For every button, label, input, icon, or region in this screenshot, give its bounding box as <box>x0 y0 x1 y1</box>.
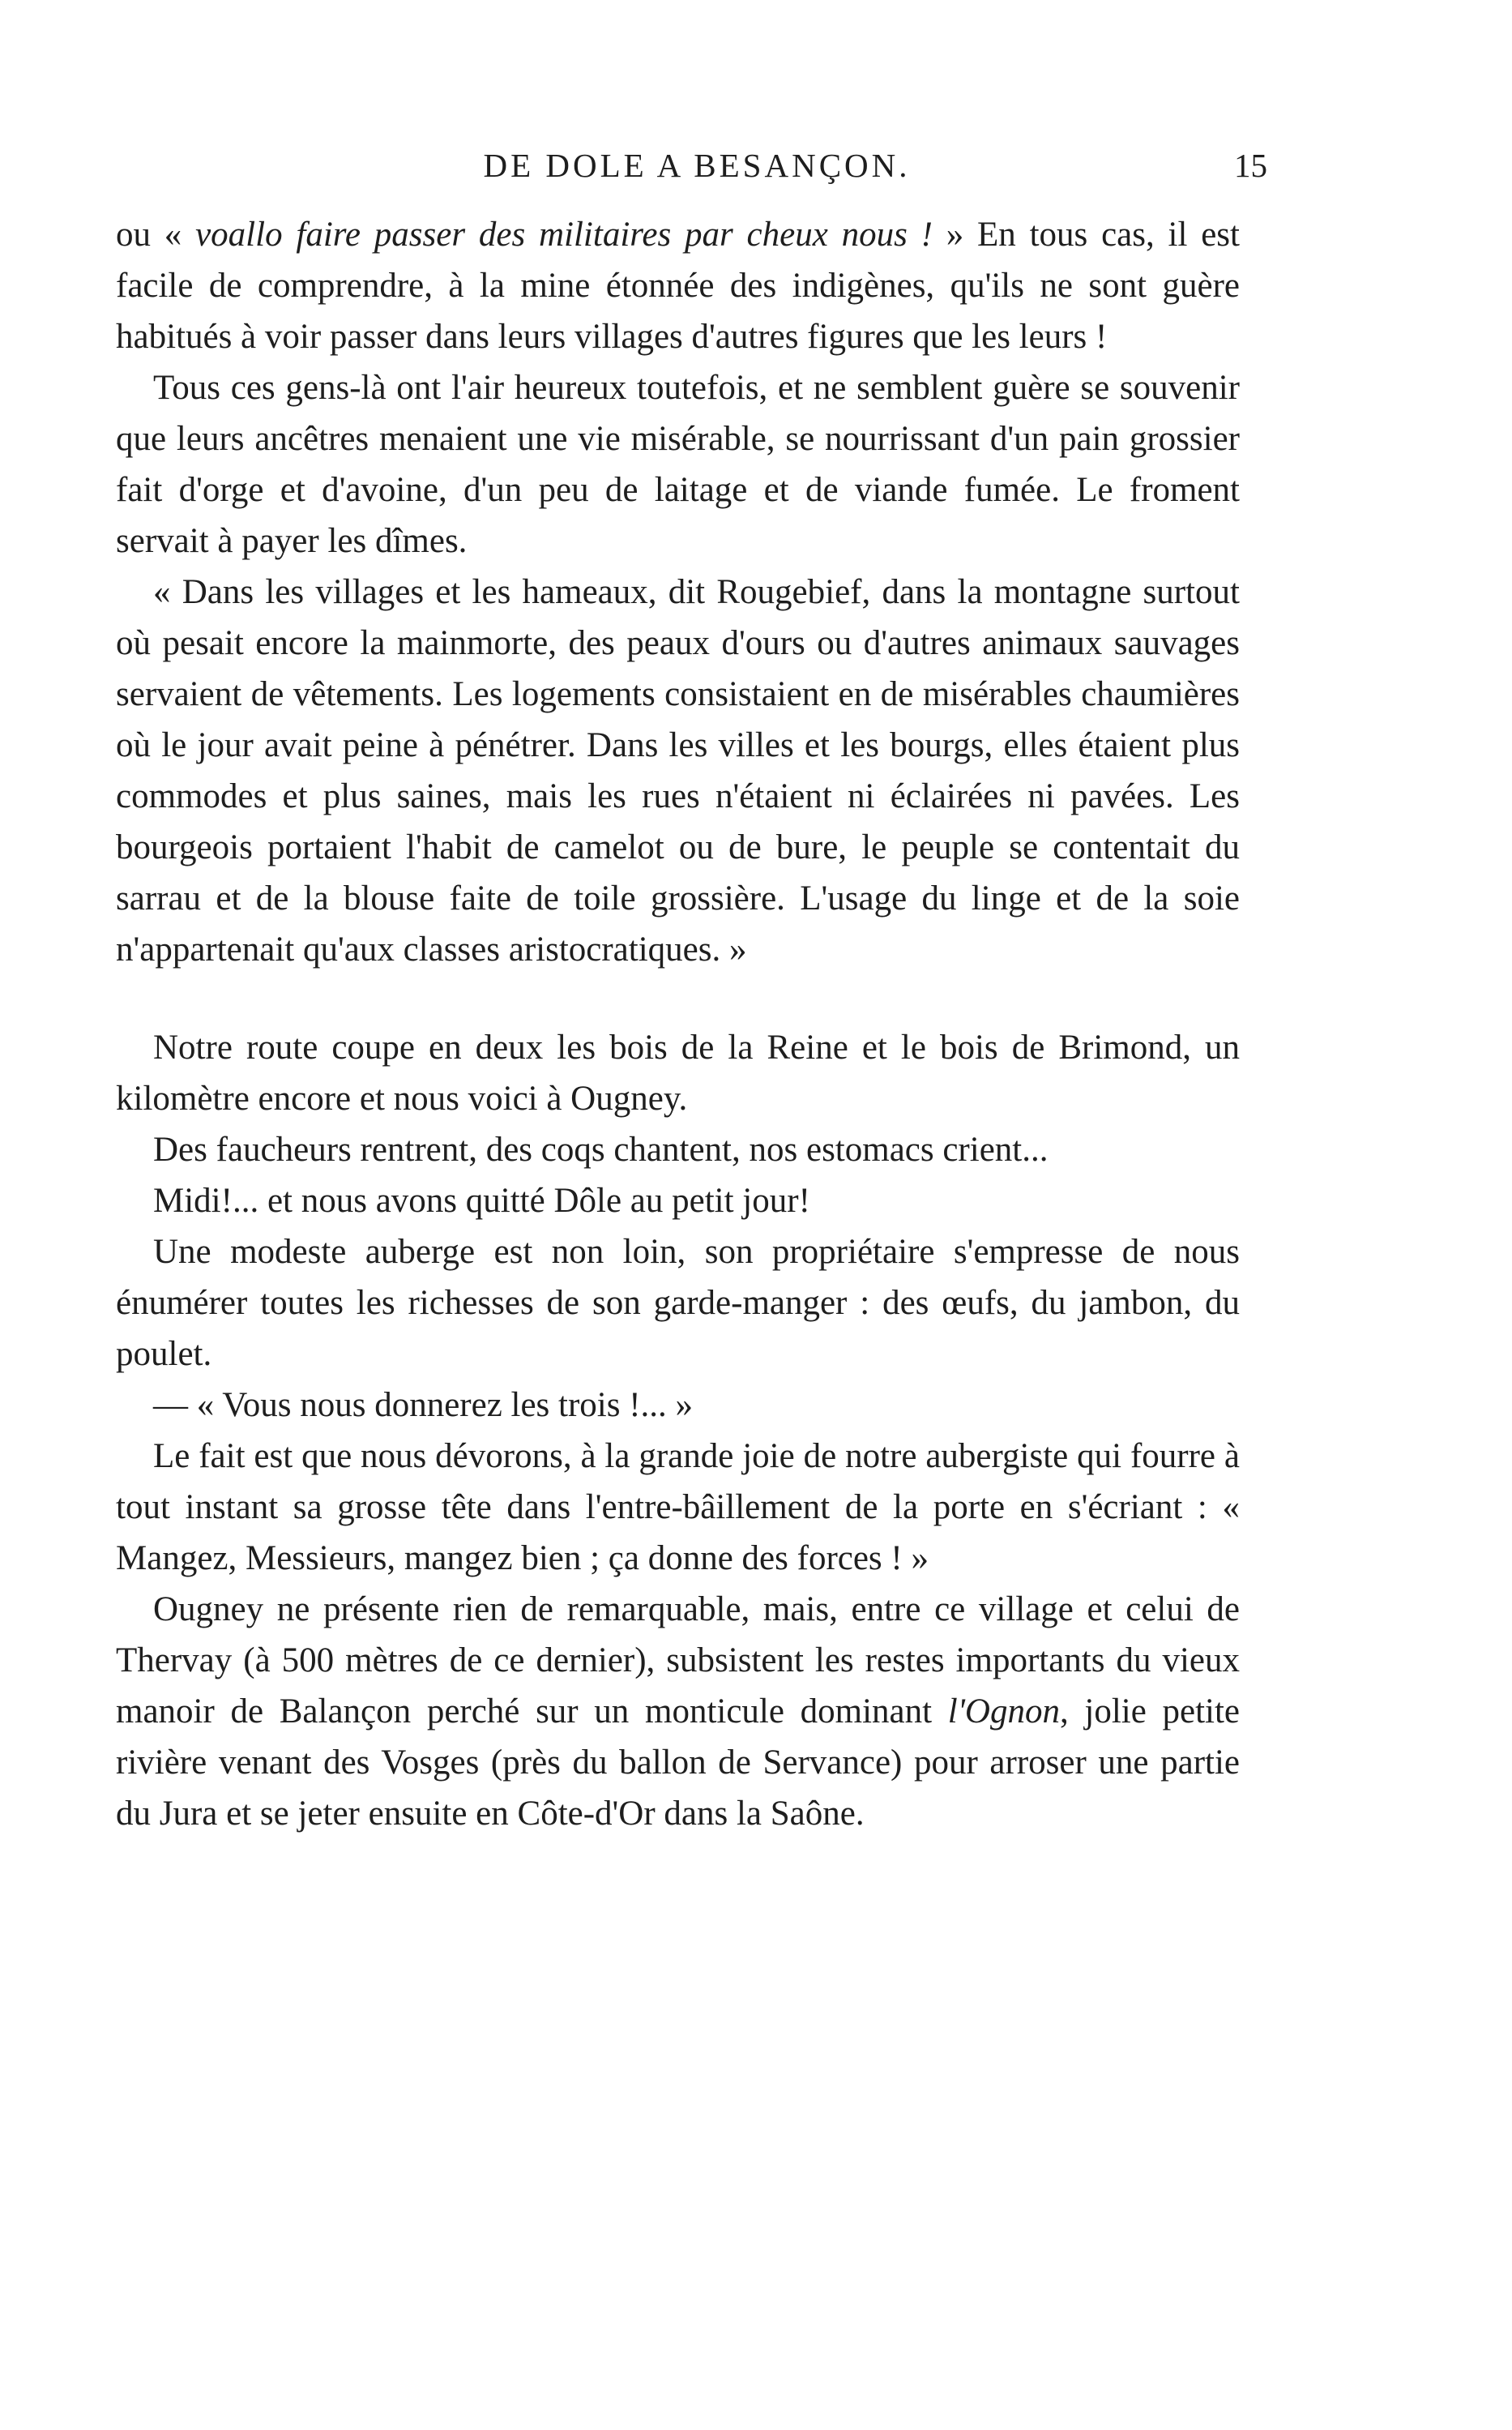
paragraph-10 <box>116 1584 1240 1839</box>
paragraph-6: Midi!... et nous avons quitté Dôle au petit jour! <box>153 1182 810 1220</box>
page-header <box>0 146 1512 195</box>
paragraph-7: Une modeste auberge est non loin, son propriétaire s'empresse de nous énumérer toutes les richesses de son garde-manger : des œufs, du jambon, du poulet. <box>116 1233 1240 1373</box>
paragraph-5: Des faucheurs rentrent, des coqs chantent, nos estomacs crient... <box>153 1131 1049 1169</box>
running-title: DE DOLE A BESANÇON. <box>483 147 911 184</box>
paragraph-1-end: » En tous cas, il est facile de comprendre, à la mine étonnée des indigènes, qu'ils ne sont guère habitués à voir passer dans leurs villages d'autres figures que les leurs ! <box>116 216 1240 356</box>
paragraph-10-start: Ougney ne présente rien de remarquable, mais, entre ce village et celui de Thervay (à 500 mètres de ce dernier), subsistent les restes importants du vieux manoir de Balançon perché sur un monticule dominant <box>116 1590 1240 1731</box>
river-name: l'Ognon <box>947 1692 1060 1731</box>
paragraph-10-end: , jolie petite rivière venant des Vosges (près du ballon de Servance) pour arroser une partie du Jura et se jeter ensuite en Côte-d'Or dans la Saône. <box>116 1692 1241 1833</box>
dialect-quote: voallo faire passer des militaires par cheux nous ! <box>195 216 933 254</box>
paragraph-1-start: ou « <box>116 216 196 254</box>
page-number: 15 <box>1234 147 1267 184</box>
paragraph-2: Tous ces gens-là ont l'air heureux toutefois, et ne semblent guère se souvenir que leurs ancêtres menaient une vie misérable, se nourrissant d'un pain grossier fait d'orge et d'avoine, d'un peu de laitage et de viande fumée. Le froment servait à payer les dîmes. <box>116 369 1240 560</box>
paragraph-3: « Dans les villages et les hameaux, dit Rougebief, dans la montagne surtout où pesait encore la mainmorte, des peaux d'ours ou d'autres animaux sauvages servaient de vêtements. Les logements consistaient en de misérables chaumières où le jour avait peine à pénétrer. Dans les villes et les bourgs, elles étaient plus commodes et plus saines, mais les rues n'étaient ni éclairées ni pavées. Les bourgeois portaient l'habit de camelot ou de bure, le peuple se contentait du sarrau et de la blouse faite de toile grossière. L'usage du linge et de la soie n'appartenait qu'aux classes aristocratiques. » <box>116 573 1240 969</box>
paragraph-4: Notre route coupe en deux les bois de la Reine et le bois de Brimond, un kilomètre encore et nous voici à Ougney. <box>116 1029 1240 1118</box>
paragraph-9: Le fait est que nous dévorons, à la grande joie de notre aubergiste qui fourre à tout instant sa grosse tête dans l'entre-bâillement de la porte en s'écriant : « Mangez, Messieurs, mangez bien ; ça donne des forces ! » <box>116 1437 1240 1577</box>
body-text <box>116 209 1240 1839</box>
paragraph-8: — « Vous nous donnerez les trois !... » <box>153 1386 694 1424</box>
paragraph-1 <box>116 209 1240 362</box>
